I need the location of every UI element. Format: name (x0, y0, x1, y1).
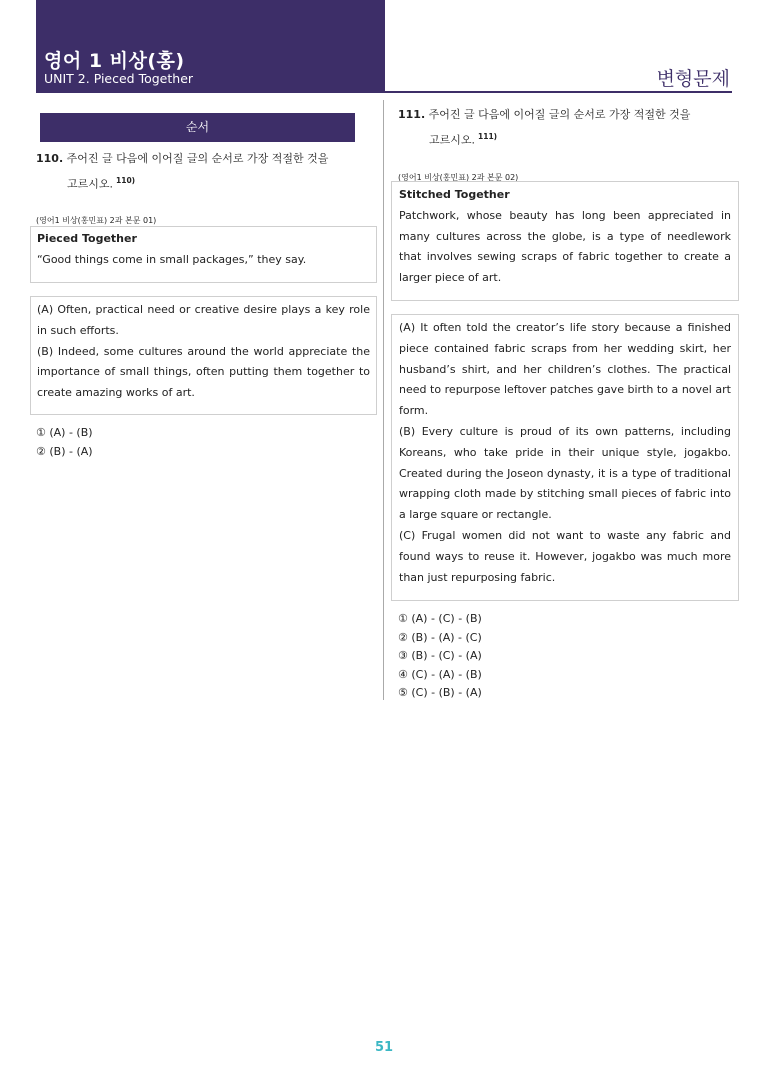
question-111-source: (영어1 비상(홍민표) 2과 본문 02) (398, 173, 519, 182)
question-111-number: 111. (398, 108, 426, 121)
header-category-label: 변형문제 (656, 68, 730, 90)
question-111-choices (398, 610, 482, 703)
question-110-text-line2: 고르시오. (67, 177, 114, 191)
question-110-choice-2[interactable]: ② (B) - (A) (36, 444, 93, 458)
question-111-given-box (391, 181, 739, 301)
question-110-passage-b: (B) Indeed, some cultures around the world appreciate the importance of small things, often putting them together to create amazing works of art. (37, 344, 370, 400)
question-110-number: 110. (36, 152, 64, 165)
question-111-given-text: Patchwork, whose beauty has long been appreciated in many cultures across the globe, is a type of needlework that involves sewing scraps of fabric together to create a larger piece of art. (399, 208, 731, 285)
question-111-choice-4[interactable]: ④ (C) - (A) - (B) (398, 667, 482, 681)
question-110-passage-a: (A) Often, practical need or creative desire plays a key role in such efforts. (37, 303, 370, 337)
question-111-choice-5[interactable]: ⑤ (C) - (B) - (A) (398, 686, 482, 699)
question-110-prompt (36, 148, 376, 196)
question-111-text-line1: 주어진 글 다음에 이어질 글의 순서로 가장 적절한 것을 (428, 108, 691, 121)
column-divider (383, 100, 384, 700)
question-110-footnote: 110) (116, 176, 136, 185)
question-111-choice-3[interactable]: ③ (B) - (C) - (A) (398, 649, 482, 662)
question-111-passage-b: (B) Every culture is proud of its own patterns, including Koreans, who take pride in their unique style, jogakbo. Created during the Joseon dynasty, it is a type of traditional wrapping cloth made by stitching small pieces of fabric into a large square or rectangle. (399, 424, 731, 522)
question-111-prompt (398, 104, 738, 152)
question-111-passage-a: (A) It often told the creator’s life story because a finished piece contained fabric scraps from her wedding skirt, her husband’s shirt, and her children’s clothes. The practical need to repurpose leftover patches gave birth to a novel art form. (399, 321, 731, 418)
header-rule (36, 91, 732, 93)
question-110-choices (36, 424, 93, 461)
question-111-choice-2[interactable]: ② (B) - (A) - (C) (398, 630, 482, 644)
question-111-choice-1[interactable]: ① (A) - (C) - (B) (398, 612, 482, 625)
question-110-passages-box (30, 296, 377, 415)
question-110-given-box (30, 226, 377, 283)
page-title: 영어 1 비상(홍) (44, 50, 185, 72)
question-110-given-text: “Good things come in small packages,” they say. (37, 252, 307, 266)
question-111-given-title: Stitched Together (399, 188, 510, 201)
question-110-choice-1[interactable]: ① (A) - (B) (36, 426, 93, 439)
question-111-passage-c: (C) Frugal women did not want to waste any fabric and found ways to reuse it. However, jogakbo was much more than just repurposing fabric. (399, 528, 731, 584)
question-110-text-line1: 주어진 글 다음에 이어질 글의 순서로 가장 적절한 것을 (66, 152, 329, 165)
question-110-given-title: Pieced Together (37, 232, 137, 245)
question-110-source: (영어1 비상(홍민표) 2과 본문 01) (36, 216, 157, 225)
question-111-passages-box (391, 314, 739, 601)
question-111-text-line2: 고르시오. (429, 133, 476, 147)
question-111-footnote: 111) (478, 132, 498, 141)
section-label: 순서 (40, 113, 355, 142)
unit-subtitle: UNIT 2. Pieced Together (44, 71, 194, 86)
page-number: 51 (374, 1040, 394, 1055)
